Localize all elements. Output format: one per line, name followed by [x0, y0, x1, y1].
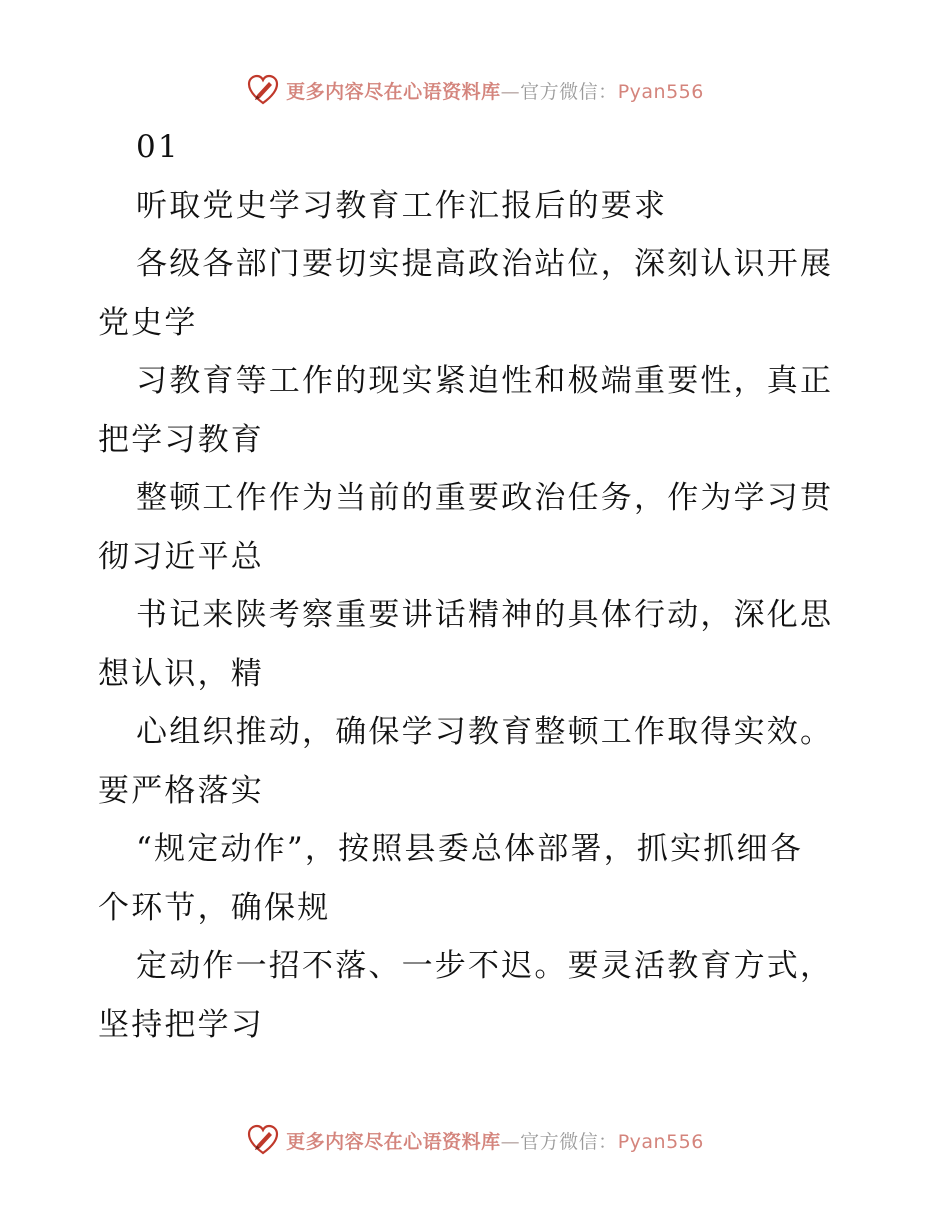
document-body [98, 118, 858, 1054]
heart-pen-logo-icon [246, 73, 280, 107]
watermark-text [286, 77, 704, 104]
footer-watermark [0, 1120, 950, 1160]
text-line: 定动作一招不落、一步不迟。要灵活教育方式， [136, 948, 834, 984]
text-line: 坚持把学习 [98, 1006, 264, 1043]
text-line: 想认识，精 [98, 655, 264, 692]
text-line: 听取党史学习教育工作汇报后的要求 [136, 187, 668, 224]
heart-pen-logo-icon [246, 1123, 280, 1157]
watermark-brand: 更多内容尽在心语资料库 [286, 1130, 501, 1153]
text-line: 党史学 [98, 304, 198, 341]
watermark-account: Pyan556 [617, 1130, 704, 1153]
text-line: 01 [136, 129, 180, 165]
text-line: 要严格落实 [98, 772, 264, 809]
text-line: 彻习近平总 [98, 538, 264, 575]
header-watermark [0, 70, 950, 110]
watermark-label: 官方微信： [520, 1130, 618, 1153]
watermark-brand: 更多内容尽在心语资料库 [286, 80, 501, 103]
text-line: 各级各部门要切实提高政治站位，深刻认识开展 [136, 246, 834, 282]
text-line: “规定动作”，按照县委总体部署，抓实抓细各 [136, 831, 803, 867]
watermark-account: Pyan556 [617, 80, 704, 103]
watermark-separator: — [500, 1130, 521, 1153]
text-line: 心组织推动，确保学习教育整顿工作取得实效。 [136, 714, 834, 750]
text-line: 把学习教育 [98, 421, 264, 458]
watermark-label: 官方微信： [520, 80, 618, 103]
watermark-separator: — [500, 80, 521, 103]
watermark-text [286, 1127, 704, 1154]
text-line: 书记来陕考察重要讲话精神的具体行动，深化思 [136, 597, 834, 633]
text-line: 习教育等工作的现实紧迫性和极端重要性，真正 [136, 363, 834, 399]
text-line: 个环节，确保规 [98, 889, 331, 926]
text-line: 整顿工作作为当前的重要政治任务，作为学习贯 [136, 480, 834, 516]
